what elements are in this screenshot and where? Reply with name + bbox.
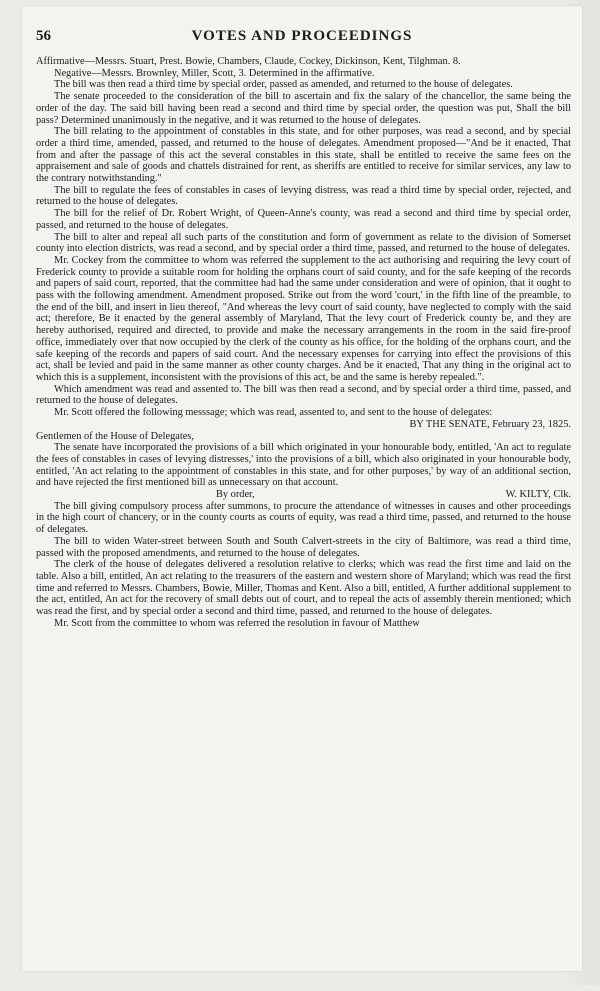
- page-body: [36, 56, 571, 629]
- paragraph: The bill to alter and repeal all such parts of the constitution and form of government as relate to the division of Somerset county into election districts, was read a second, and by special order a third time, passed, and returned to the house of delegates.: [36, 231, 571, 255]
- page-header: [36, 28, 568, 50]
- paragraph: The clerk of the house of delegates delivered a resolution relative to clerks; which was read the first time and laid on the table. Also a bill, entitled, An act relating to the treasurers of the eastern and western shore of Maryland; which was read the first time and referred to Messrs. Chambers, Bowie, Miller, Thomas and Kent. Also a bill, entitled, A further additional supplement to the act, entitled, An act for the recovery of small debts out of court, and to repeal the acts of assembly therein mentioned; which was read the first, and by special order a second and third time, passed, and returned to the house of delegates.: [36, 559, 571, 618]
- message-date: BY THE SENATE, February 23, 1825.: [409, 418, 571, 430]
- paragraph: The bill for the relief of Dr. Robert Wright, of Queen-Anne's county, was read a second and third time by special order, passed, and returned to the house of delegates.: [36, 208, 571, 231]
- paragraph-negative: Negative—Messrs. Brownley, Miller, Scott, 3. Determined in the affirmative.: [54, 67, 375, 79]
- message-intro-block: [36, 407, 571, 419]
- paragraph: The bill to regulate the fees of constables in cases of levying distress, was read a third time by special order, rejected, and returned to the house of delegates.: [36, 184, 571, 208]
- document-page: [22, 6, 582, 971]
- message-intro: Mr. Scott offered the following messsage; which was read, assented to, and sent to the house of delegates:: [54, 407, 493, 419]
- paragraph-affirmative: Affirmative—Messrs. Stuart, Prest. Bowie, Chambers, Claude, Cockey, Dickinson, Kent, Tilghman. 8.: [36, 56, 461, 67]
- paragraph: The bill was then read a third time by special order, passed as amended, and returned to the house of delegates.: [54, 79, 513, 91]
- by-order: By order,: [216, 489, 255, 501]
- page-number: 56: [36, 28, 51, 44]
- paragraph: The bill to widen Water-street between South and South Calvert-streets in the city of Baltimore, was read a third time, passed with the proposed amendments, and returned to the house of delegates.: [36, 535, 571, 559]
- running-head: VOTES AND PROCEEDINGS: [191, 28, 413, 44]
- paragraph: Mr. Cockey from the committee to whom was referred the supplement to the act authorising and requiring the levy court of Frederick county to provide a suitable room for holding the orphans court of said county, and for the safe keeping of the records and papers of said court, reported, that the committee had had the same under consideration and were of opinion, that it ought to pass with the following amendment. Amendment proposed. Strike out from the word 'court,' in the fifth line of the preamble, to the end of the bill, and insert in lieu thereof, "And whereas the levy court of said county, have neglected to comply with the said act; therefore, Be it enacted by the general assembly of Maryland, That the levy court of Frederick county be, and they are hereby authorised, required and directed, to provide and make the necessary arrangements in the room in the said fire-proof office, immediately over that now occupied by the clerk of the county as his office, for the holding of the orphans court, and the safe keeping of the records and papers of said court. And the necessary expenses for carrying into effect the provisions of this act, shall be levied and paid in the same manner as other county charges. And be it enacted, That any thing in the original act to which this is a supplement, inconsistent with the provisions of this act, be and the same is hereby repealed.".: [36, 254, 571, 383]
- message-signature: [36, 489, 571, 501]
- paragraph: The bill giving compulsory process after summons, to procure the attendance of witnesses in causes and other proceedings in the high court of chancery, or in the county courts as courts of equity, was read a third time, passed, and returned to the house of delegates.: [36, 500, 571, 536]
- paragraph-last: Mr. Scott from the committee to whom was referred the resolution in favour of Matthew: [54, 617, 420, 629]
- paragraph: The bill relating to the appointment of constables in this state, and for other purposes, was read a second, and by special order a third time, amended, passed, and returned to the house of delegates. Amendment proposed—"And be it enacted, That from and after the passage of this act the several constables in this state, shall be entitled to receive the same fees on the appraisement and sale of goods and chattels distrained for rent, as sheriffs are entitled to receive for similar services, any law to the contrary notwithstanding.": [36, 126, 571, 185]
- message-text: The senate have incorporated the provisions of a bill which originated in your honourable body, entitled, 'An act to regulate the fees of constables in cases of levying distresses,' into the provisions of a bill, which also originated in your honourable body, entitled, 'An act relating to the appointment of constables in this state, and for other purposes,' by way of an additional section, and have rejected the first mentioned bill as unnecessary on that account.: [36, 442, 571, 489]
- paragraph: Which amendment was read and assented to. The bill was then read a second, and by special order a third time, passed, and returned to the house of delegates.: [36, 383, 571, 407]
- paragraph: The senate proceeded to the consideration of the bill to ascertain and fix the salary of the chancellor, the same being the order of the day. The said bill having been read a second and third time by special order, the question was put, Shall the bill pass? Determined unanimously in the negative, and it was returned to the house of delegates.: [36, 91, 571, 126]
- message-salutation: Gentlemen of the House of Delegates,: [36, 430, 194, 442]
- message-date-line: [36, 419, 571, 431]
- signatory: W. KILTY, Clk.: [505, 489, 571, 501]
